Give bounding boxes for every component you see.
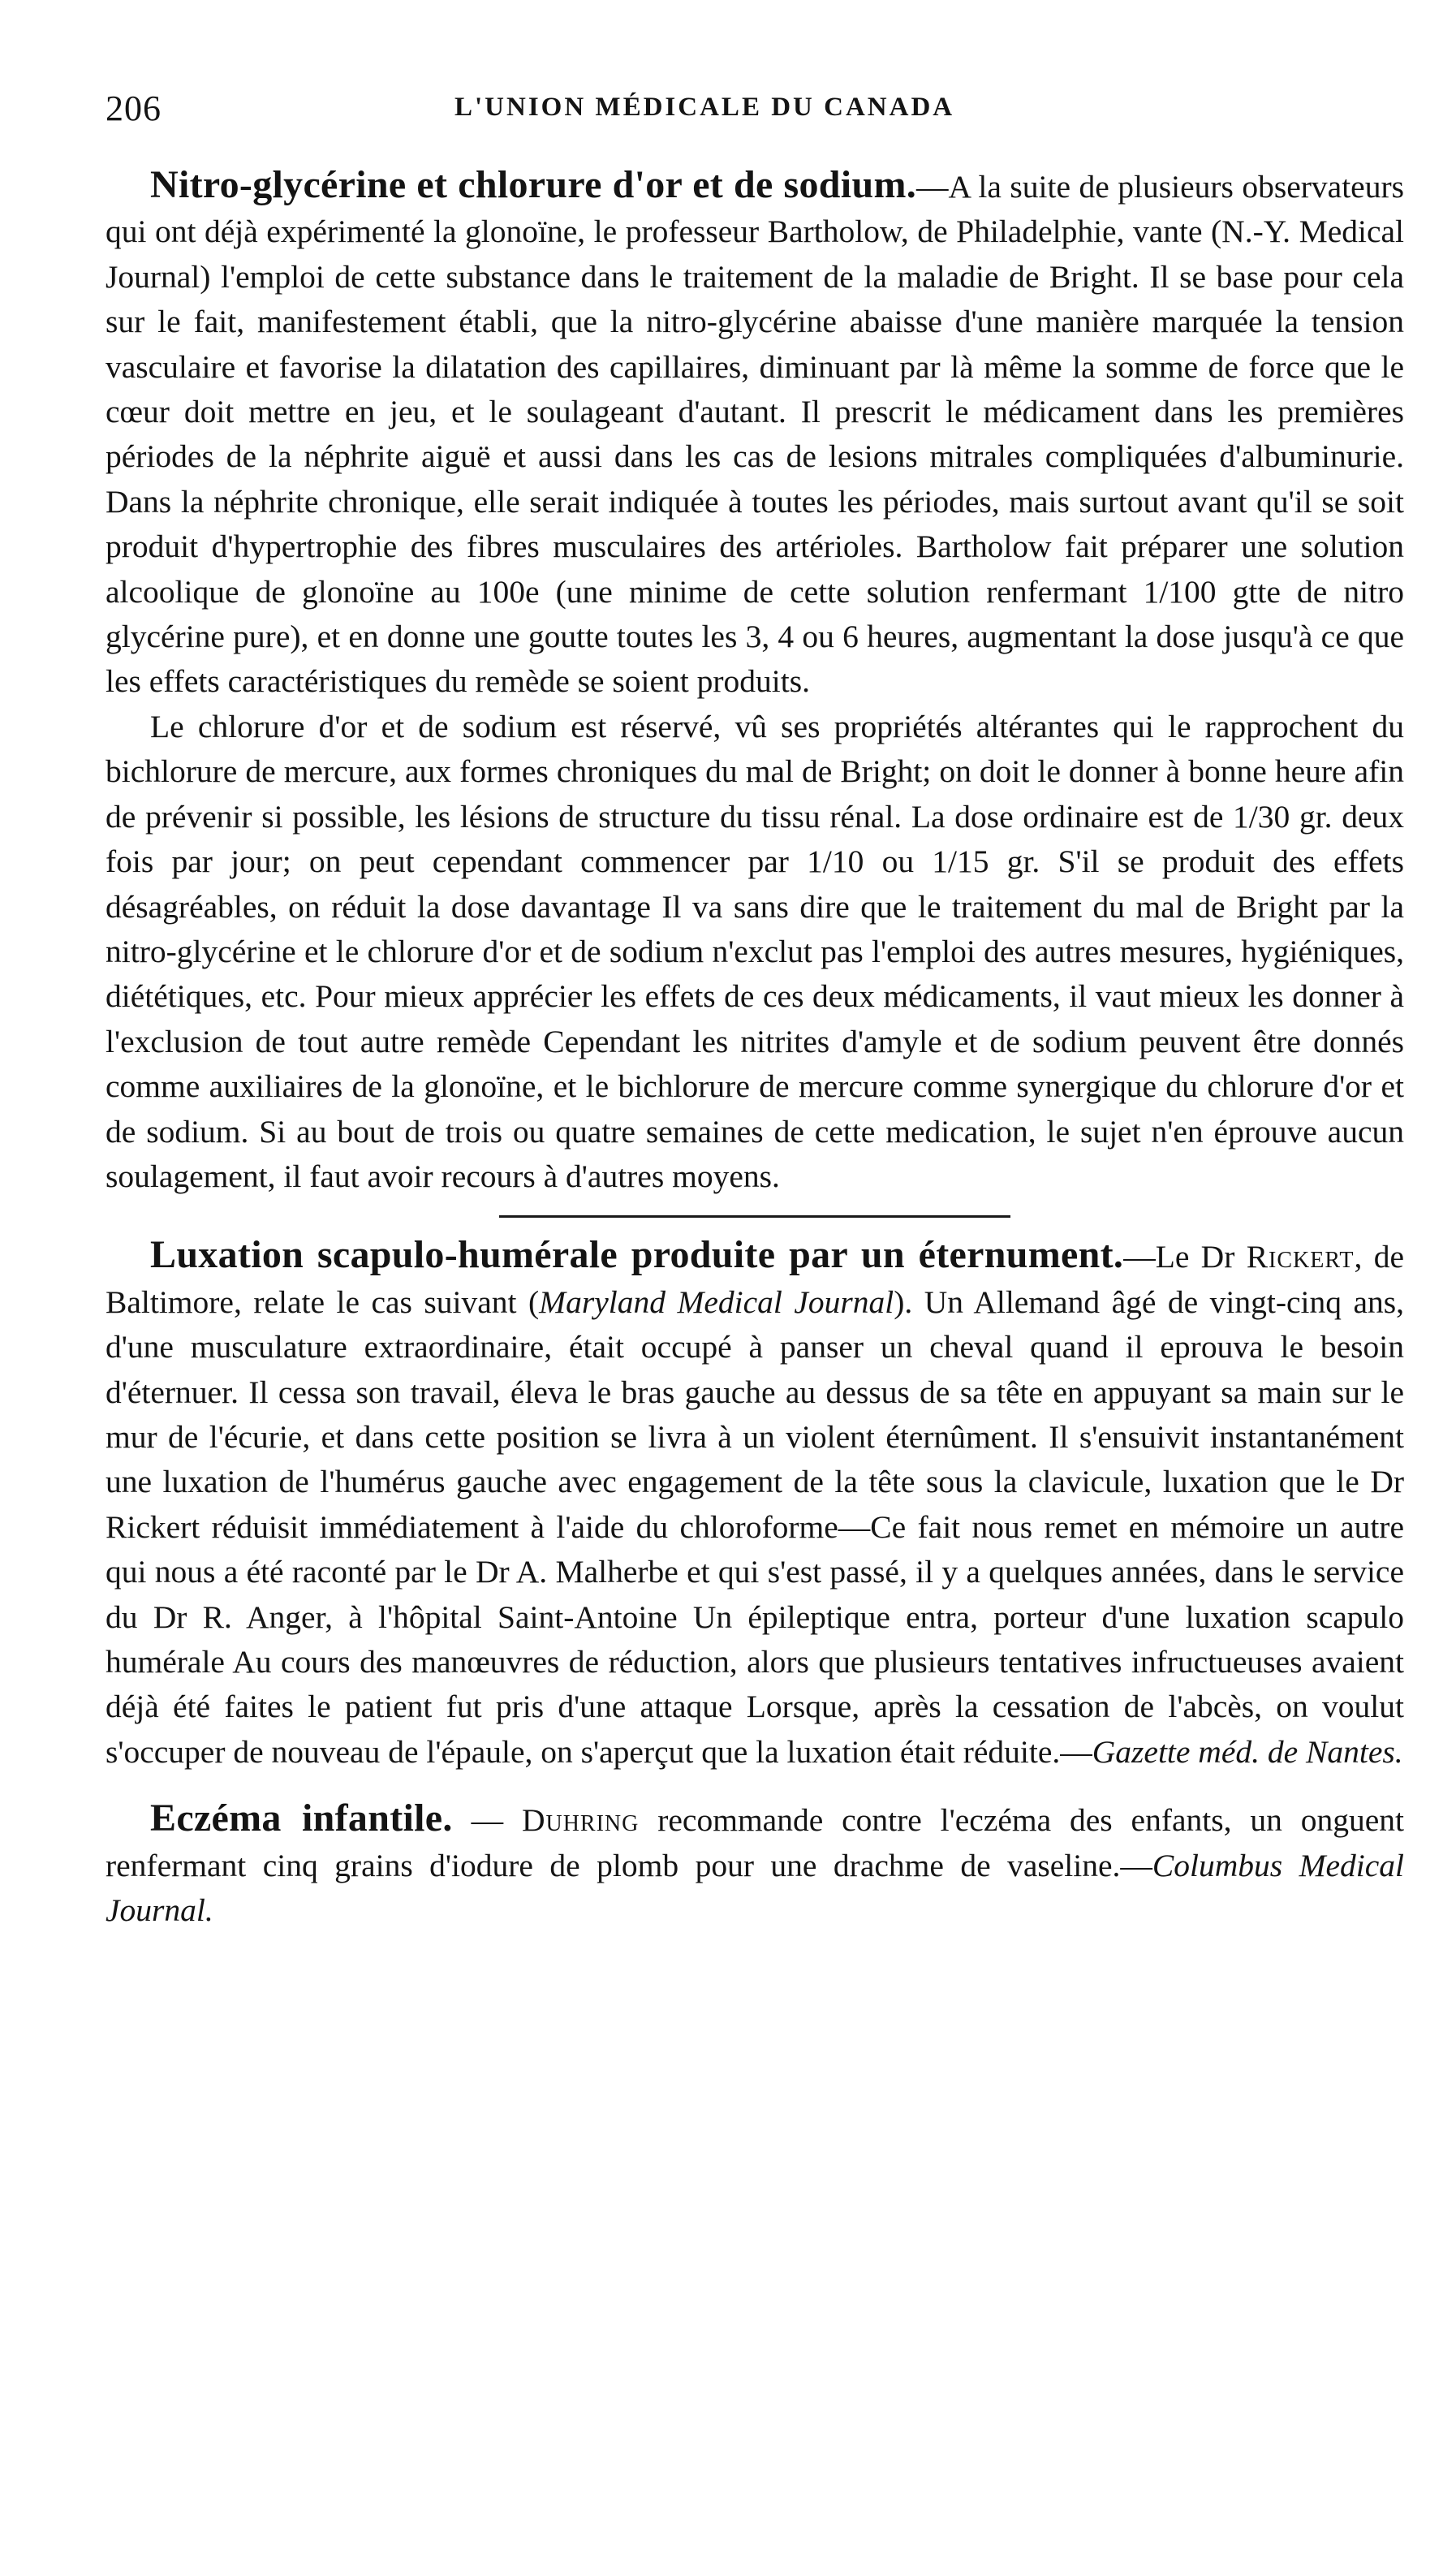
article-paragraph bbox=[106, 162, 1404, 705]
page-content bbox=[106, 162, 1404, 1933]
article-title: Eczéma infantile. bbox=[150, 1797, 453, 1840]
article-text: , de Baltimore, relate le cas suivant ( bbox=[106, 1239, 1404, 1320]
article-text: — bbox=[452, 1802, 522, 1839]
author-name: Duhring bbox=[521, 1802, 640, 1839]
author-name: Rickert bbox=[1246, 1239, 1355, 1275]
article-paragraph: Le chlorure d'or et de sodium est réservé, vû ses propriétés altérantes qui le rapprochent du bichlorure de mercure, aux formes chroniques du mal de Bright; on doit le donner à bonne heure afin de prévenir si possible, les lésions de structure du tissu rénal. La dose ordinaire est de 1/30 gr. deux fois par jour; on peut cependant commencer par 1/10 ou 1/15 gr. S'il se produit des effets désagréables, on réduit la dose davantage Il va sans dire que le traitement du mal de Bright par la nitro-glycérine et le chlorure d'or et de sodium n'exclut pas l'emploi des autres mesures, hygiéniques, diététiques, etc. Pour mieux apprécier les effets de ces deux médicaments, il vaut mieux les donner à l'exclusion de tout autre remède Cependant les nitrites d'amyle et de sodium peuvent être donnés comme auxiliaires de la glonoïne, et le bichlorure de mercure comme synergique du chlorure d'or et de sodium. Si au bout de trois ou quatre semaines de cette medication, le sujet n'en éprouve aucun soulagement, il faut avoir recours à d'autres moyens. bbox=[106, 708, 1404, 1194]
article-paragraph bbox=[106, 1232, 1404, 1775]
article-text: ). Un Allemand âgé de vingt-cinq ans, d'une musculature extraordinaire, était occupé à panser un cheval quand il eprouva le besoin d'éternuer. Il cessa son travail, éleva le bras gauche au dessus de sa tête en appuyant sa main sur le mur de l'écurie, et dans cette position se livra à un violent éternûment. Il s'ensuivit instantanément une luxation de l'humérus gauche avec engagement de la tête sous la clavicule, luxation que le Dr Rickert réduisit immédiatement à l'aide du chloroforme—Ce fait nous remet en mémoire un autre qui nous a été raconté par le Dr A. Malherbe et qui s'est passé, il y a quelques années, dans le service du Dr R. Anger, à l'hôpital Saint-Antoine Un épileptique entra, porteur d'une luxation scapulo humérale Au cours des manœuvres de réduction, alors que plusieurs tentatives infructueuses avaient déjà été faites le patient fut pris d'une attaque Lorsque, après la cessation de l'abcès, on voulut s'occuper de nouveau de l'épaule, on s'aperçut que la luxation était réduite.— bbox=[106, 1283, 1405, 1770]
source-citation: Columbus Medical Journal. bbox=[106, 1847, 1404, 1929]
section-divider bbox=[499, 1215, 1010, 1218]
article-text: —A la suite de plusieurs observateurs qui ont déjà expérimenté la glonoïne, le professeur Bartholow, de Philadelphie, vante (N.-Y. Medical Journal) l'emploi de cette substance dans le traitement de la maladie de Bright. Il se base pour cela sur le fait, manifestement établi, que la nitro-glycérine abaisse d'une manière marquée la tension vasculaire et favorise la dilatation des capillaires, diminuant par là même la somme de force que le cœur doit mettre en jeu, et le soulageant d'autant. Il prescrit le médicament dans les premières périodes de la néphrite aiguë et aussi dans les cas de lesions mitrales compliquées d'albuminurie. Dans la néphrite chronique, elle serait indiquée à toutes les périodes, mais surtout avant qu'il se soit produit d'hypertrophie des fibres musculaires des artérioles. Bartholow fait préparer une solution alcoolique de glonoïne au 100e (une minime de cette solution renfermant 1/100 gtte de nitro glycérine pure), et en donne une goutte toutes les 3, 4 ou 6 heures, augmentant la dose jusqu'à ce que les effets caractéristiques du remède se soient produits. bbox=[106, 169, 1404, 700]
article-text: recommande contre l'eczéma des enfants, un onguent renfermant cinq grains d'iodure de plomb pour une drachme de vaseline.— bbox=[106, 1802, 1405, 1883]
article-title: Nitro-glycérine et chlorure d'or et de sodium. bbox=[150, 163, 917, 206]
article-nitroglycerine bbox=[106, 162, 1404, 1199]
page-header bbox=[106, 88, 1372, 145]
article-title: Luxation scapulo-humérale produite par un éternument. bbox=[150, 1233, 1124, 1277]
article-eczema bbox=[106, 1796, 1404, 1933]
running-title: L'UNION MÉDICALE DU CANADA bbox=[454, 93, 955, 122]
article-paragraph bbox=[106, 1796, 1404, 1933]
source-citation: Gazette méd. de Nantes. bbox=[1092, 1733, 1403, 1770]
article-text: —Le Dr bbox=[1123, 1239, 1247, 1275]
journal-citation: Maryland Medical Journal bbox=[539, 1283, 894, 1320]
page-number: 206 bbox=[106, 88, 162, 128]
article-luxation bbox=[106, 1232, 1404, 1775]
